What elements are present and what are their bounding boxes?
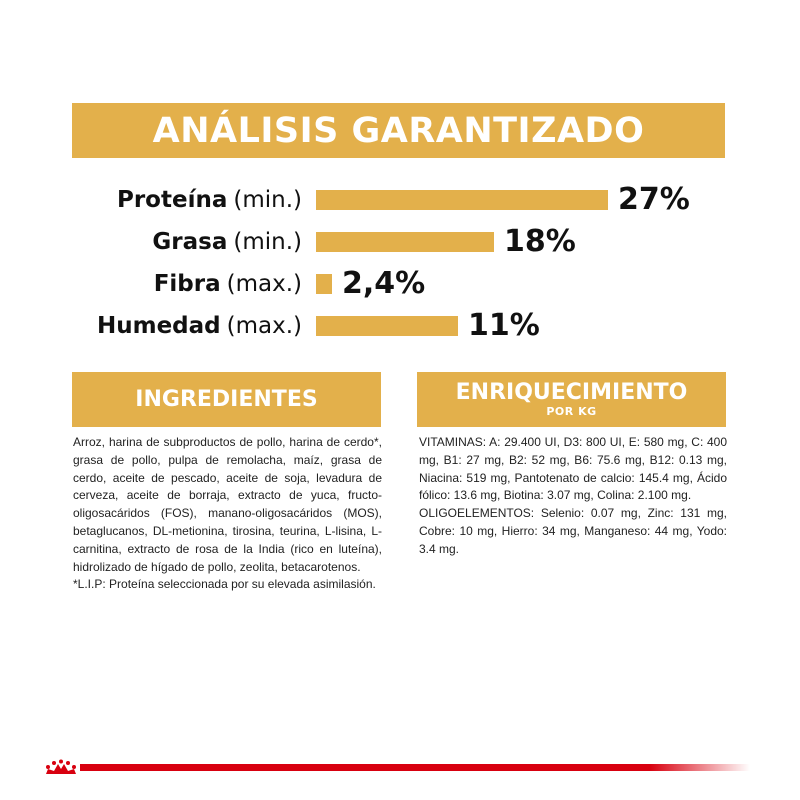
nutrient-name: Proteína (116, 187, 228, 213)
analysis-title: ANÁLISIS GARANTIZADO (152, 110, 645, 151)
enrichment-banner (417, 372, 726, 427)
nutrient-name: Grasa (152, 229, 228, 255)
nutrient-qualifier: (min.) (233, 187, 302, 213)
nutrient-label (154, 264, 302, 304)
nutrient-row-protein (0, 180, 800, 220)
nutrient-bar (316, 190, 608, 210)
nutrient-qualifier: (min.) (233, 229, 302, 255)
analysis-banner (72, 103, 725, 158)
nutrient-bar (316, 232, 494, 252)
vitamins-text: VITAMINAS: A: 29.400 UI, D3: 800 UI, E: 580 mg, C: 400 mg, B1: 27 mg, B2: 52 mg, B6: 75.6 mg, B12: 0.13 mg, Niacina: 519 mg, Pantotenato de calcio: 145.4 mg, Ácido fólico: 13.6 mg, Biotina: 3.07 mg, Colina: 2.100 mg. (419, 435, 727, 503)
nutrient-name: Fibra (153, 271, 221, 297)
enrichment-text-block (419, 434, 727, 559)
footer-red-line (80, 764, 750, 771)
nutrient-value: 2,4% (342, 266, 426, 301)
nutrient-value: 27% (618, 182, 690, 217)
nutrient-bar (316, 316, 458, 336)
nutrient-label (117, 180, 302, 220)
enrichment-title: ENRIQUECIMIENTO (455, 380, 688, 405)
ingredients-text-block (73, 434, 382, 594)
enrichment-subtitle: POR KG (546, 405, 597, 418)
ingredients-banner (72, 372, 381, 427)
nutrient-name: Humedad (96, 313, 221, 339)
nutrient-bar (316, 274, 332, 294)
ingredients-note: *L.I.P: Proteína seleccionada por su elevada asimilasión. (73, 577, 376, 592)
nutrient-qualifier: (max.) (226, 313, 302, 339)
nutrient-qualifier: (max.) (226, 271, 302, 297)
trace-elements-text: OLIGOELEMENTOS: Selenio: 0.07 mg, Zinc: 131 mg, Cobre: 10 mg, Hierro: 34 mg, Manganeso: 44 mg, Yodo: 3.4 mg. (419, 506, 727, 556)
nutrient-value: 11% (468, 308, 540, 343)
nutrient-label (97, 306, 302, 346)
crown-logo-icon (44, 759, 78, 775)
nutrient-value: 18% (504, 224, 576, 259)
nutrient-label (152, 222, 302, 262)
nutrient-row-fiber (0, 264, 800, 304)
nutrient-row-moisture (0, 306, 800, 346)
nutrient-row-fat (0, 222, 800, 262)
ingredients-list: Arroz, harina de subproductos de pollo, harina de cerdo*, grasa de pollo, pulpa de remolacha, maíz, grasa de cerdo, aceite de pescado, aceite de soja, levadura de cerveza, aceite de borraja, extracto de yuca, fructo-oligosacáridos (FOS), manano-oligosacáridos (MOS), betaglucanos, DL-metionina, tirosina, teurina, L-lisina, L-carnitina, extracto de rosa de la India (rico en luteína), hidrolizado de hígado de pollo, zeolita, betacarotenos. (73, 435, 382, 574)
ingredients-title: INGREDIENTES (135, 386, 318, 412)
